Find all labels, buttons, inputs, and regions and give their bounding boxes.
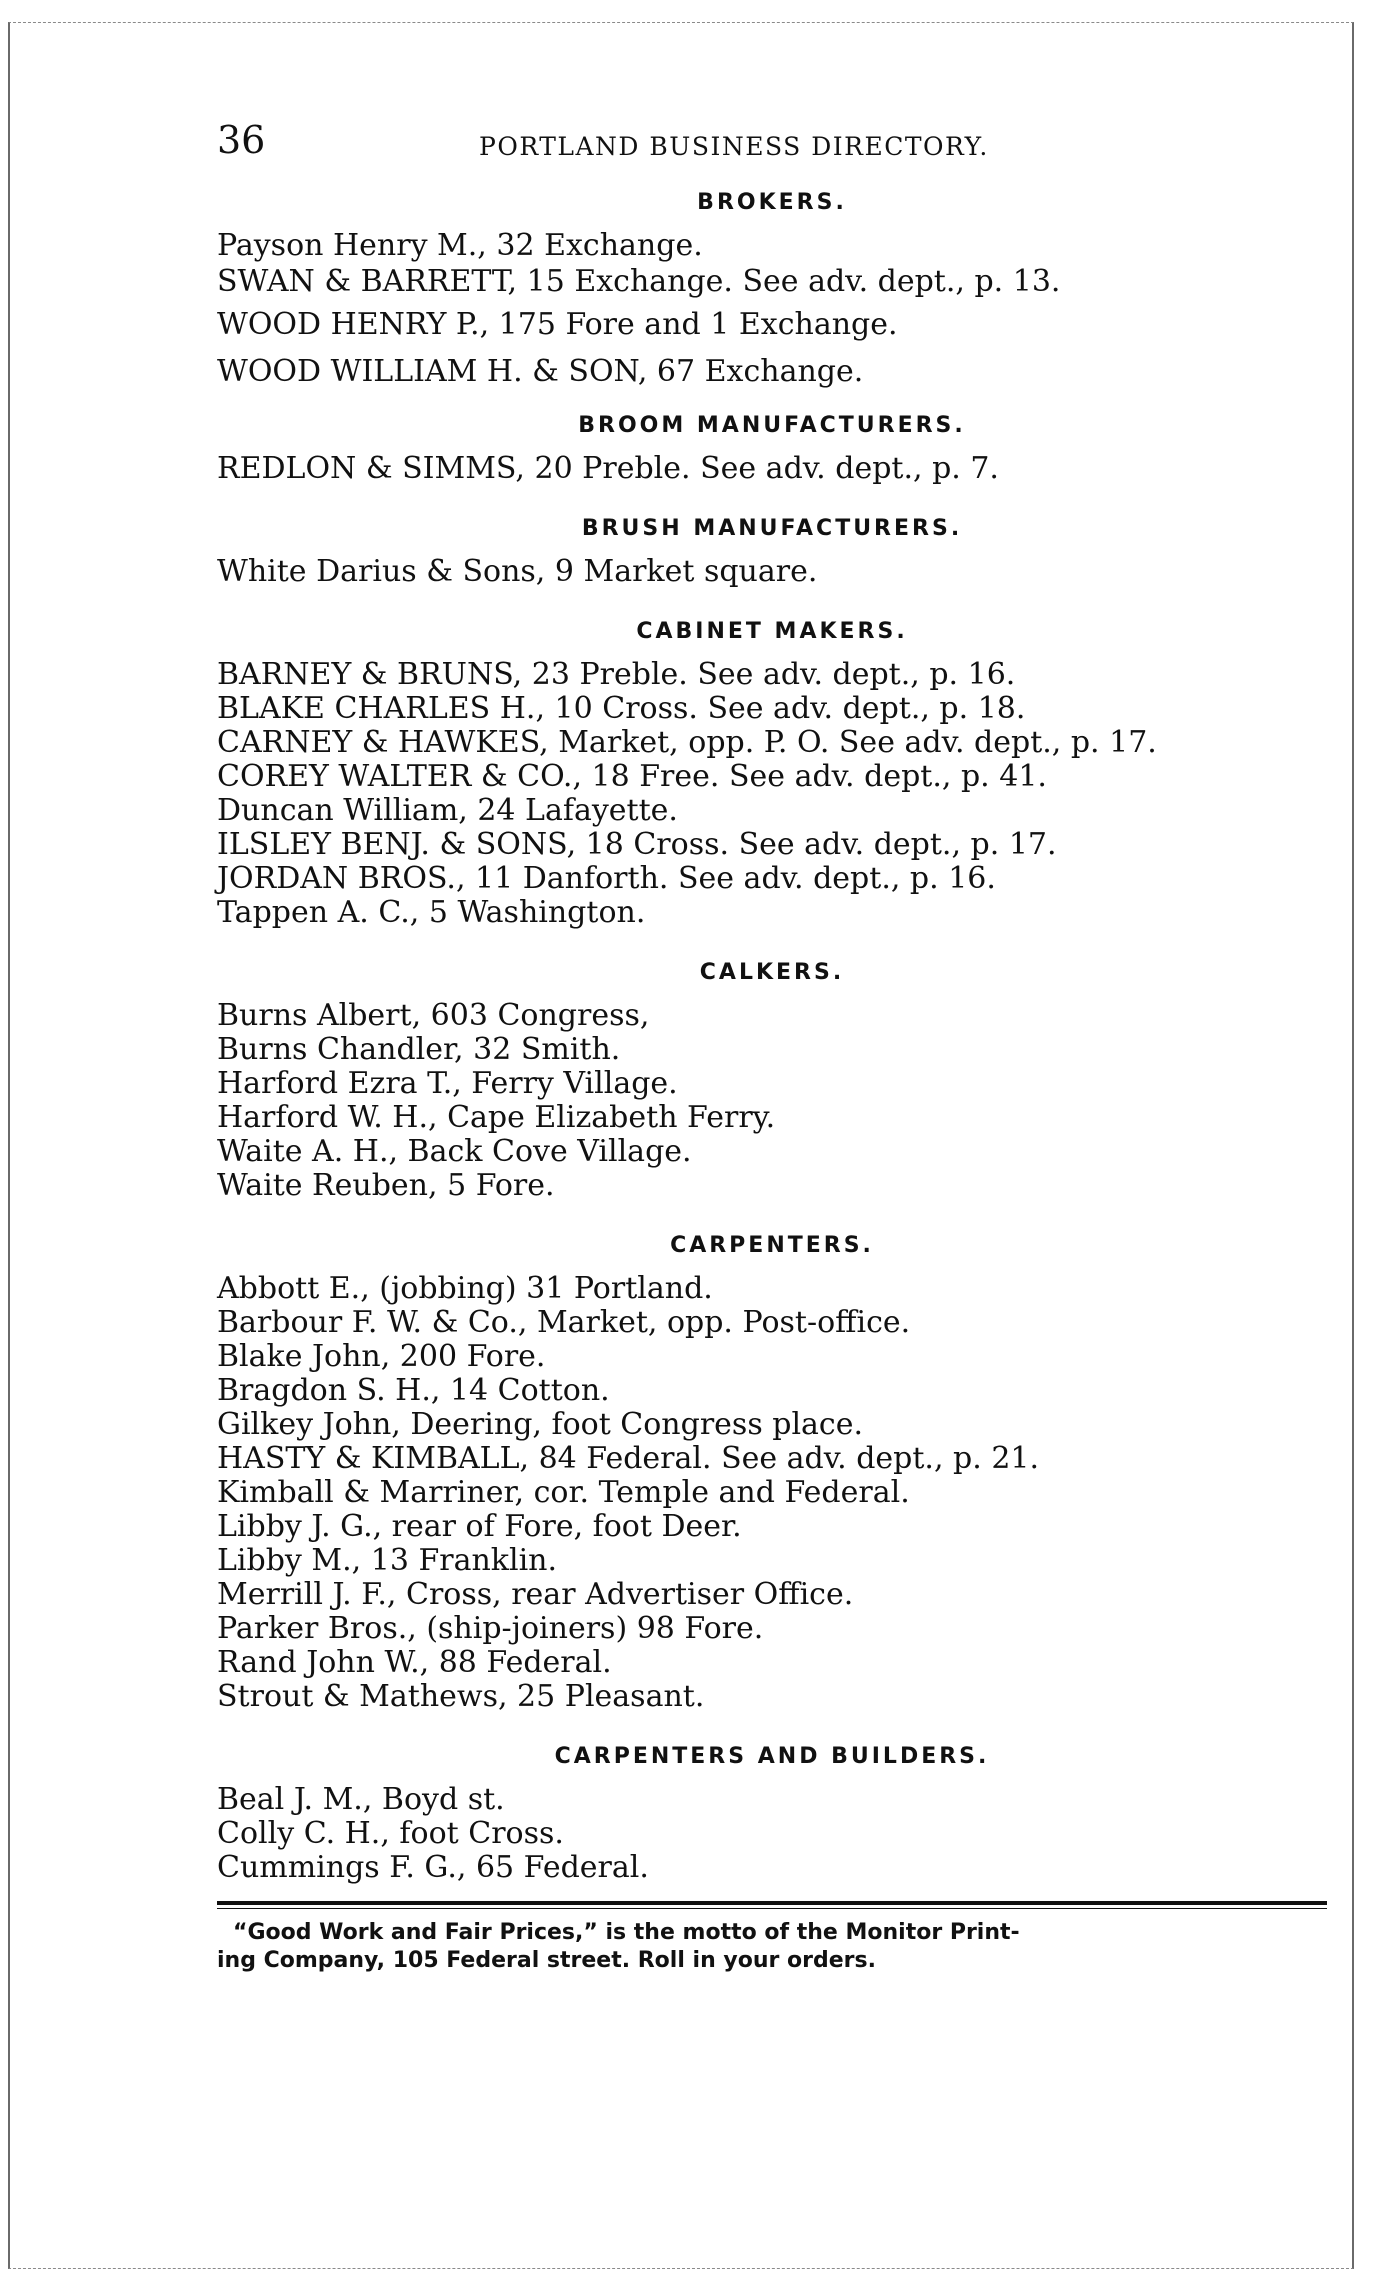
list-item: Cummings F. G., 65 Federal. xyxy=(217,1850,649,1885)
list-item: Abbott E., (jobbing) 31 Portland. xyxy=(217,1271,713,1306)
list-item: CARNEY & HAWKES, Market, opp. P. O. See adv. dept., p. 17. xyxy=(217,725,1157,760)
list-item: Kimball & Marriner, cor. Temple and Federal. xyxy=(217,1475,910,1510)
list-item: Waite A. H., Back Cove Village. xyxy=(217,1134,692,1169)
section-cabinet-makers xyxy=(217,619,1327,930)
list-item: Harford Ezra T., Ferry Village. xyxy=(217,1066,678,1101)
section-carpenters-and-builders xyxy=(217,1744,1327,1885)
running-title: PORTLAND BUSINESS DIRECTORY. xyxy=(479,132,989,161)
section-carpenters xyxy=(217,1233,1327,1714)
list-item: Strout & Mathews, 25 Pleasant. xyxy=(217,1679,705,1714)
page-content xyxy=(217,118,1327,1975)
list-item: HASTY & KIMBALL, 84 Federal. See adv. dept., p. 21. xyxy=(217,1441,1040,1476)
list-item: Payson Henry M., 32 Exchange. xyxy=(217,228,703,263)
list-item: Blake John, 200 Fore. xyxy=(217,1339,546,1374)
list-item: Duncan William, 24 Lafayette. xyxy=(217,793,678,828)
section-heading: CARPENTERS. xyxy=(670,1233,874,1258)
list-item: Beal J. M., Boyd st. xyxy=(217,1782,505,1817)
footer-advertisement xyxy=(217,1919,1327,1975)
section-heading: CARPENTERS AND BUILDERS. xyxy=(554,1744,990,1769)
list-item: Libby J. G., rear of Fore, foot Deer. xyxy=(217,1509,742,1544)
list-item: Gilkey John, Deering, foot Congress place. xyxy=(217,1407,864,1442)
list-item: Burns Albert, 603 Congress, xyxy=(217,998,650,1033)
section-heading: CALKERS. xyxy=(699,960,845,985)
section-brush-manufacturers xyxy=(217,516,1327,589)
section-heading: BROKERS. xyxy=(697,190,847,215)
list-item: Barbour F. W. & Co., Market, opp. Post-office. xyxy=(217,1305,911,1340)
list-item: Tappen A. C., 5 Washington. xyxy=(217,895,646,930)
list-item: Burns Chandler, 32 Smith. xyxy=(217,1032,621,1067)
footer-line-2: ing Company, 105 Federal street. Roll in your orders. xyxy=(217,1948,876,1973)
running-head xyxy=(217,118,1327,170)
list-item: SWAN & BARRETT, 15 Exchange. See adv. dept., p. 13. xyxy=(217,264,1061,299)
list-item: BLAKE CHARLES H., 10 Cross. See adv. dept., p. 18. xyxy=(217,691,1026,726)
section-calkers xyxy=(217,960,1327,1203)
list-item: BARNEY & BRUNS, 23 Preble. See adv. dept., p. 16. xyxy=(217,657,1016,692)
list-item: Merrill J. F., Cross, rear Advertiser Office. xyxy=(217,1577,854,1612)
list-item: REDLON & SIMMS, 20 Preble. See adv. dept., p. 7. xyxy=(217,451,999,486)
list-item: Harford W. H., Cape Elizabeth Ferry. xyxy=(217,1100,776,1135)
page-number: 36 xyxy=(217,118,266,162)
section-broom-manufacturers xyxy=(217,413,1327,486)
footer-rule xyxy=(217,1901,1327,1909)
list-item: Parker Bros., (ship-joiners) 98 Fore. xyxy=(217,1611,764,1646)
list-item: ILSLEY BENJ. & SONS, 18 Cross. See adv. dept., p. 17. xyxy=(217,827,1057,862)
section-heading: BROOM MANUFACTURERS. xyxy=(578,413,966,438)
list-item: Colly C. H., foot Cross. xyxy=(217,1816,564,1851)
list-item: Libby M., 13 Franklin. xyxy=(217,1543,558,1578)
list-item: WOOD WILLIAM H. & SON, 67 Exchange. xyxy=(217,354,864,389)
list-item: White Darius & Sons, 9 Market square. xyxy=(217,554,818,589)
list-item: Waite Reuben, 5 Fore. xyxy=(217,1168,555,1203)
section-heading: BRUSH MANUFACTURERS. xyxy=(581,516,963,541)
section-heading: CABINET MAKERS. xyxy=(636,619,908,644)
list-item: COREY WALTER & CO., 18 Free. See adv. dept., p. 41. xyxy=(217,759,1047,794)
list-item: JORDAN BROS., 11 Danforth. See adv. dept., p. 16. xyxy=(217,861,996,896)
list-item: WOOD HENRY P., 175 Fore and 1 Exchange. xyxy=(217,307,898,342)
section-brokers xyxy=(217,190,1327,395)
list-item: Rand John W., 88 Federal. xyxy=(217,1645,612,1680)
footer-line-1: “Good Work and Fair Prices,” is the motto of the Monitor Print- xyxy=(233,1920,1020,1945)
list-item: Bragdon S. H., 14 Cotton. xyxy=(217,1373,610,1408)
